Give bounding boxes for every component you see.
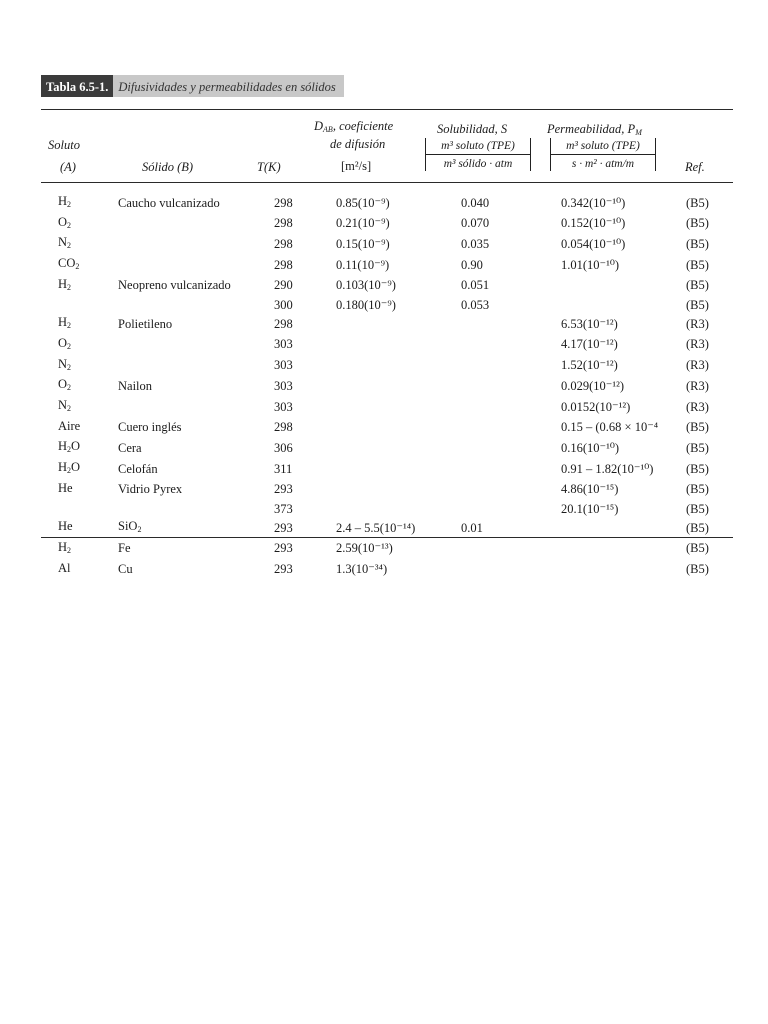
cell-soluto: $O_2$ bbox=[58, 377, 72, 393]
cell-solubility bbox=[461, 501, 561, 519]
cell-permeability: 6.53(10⁻¹²) bbox=[561, 316, 618, 331]
cell-solido: Fe bbox=[118, 541, 131, 556]
cell-diffusivity bbox=[336, 335, 461, 356]
table-row bbox=[41, 234, 733, 255]
cell-solido: Caucho vulcanizado bbox=[118, 195, 220, 210]
cell-solubility: 0.040 bbox=[461, 195, 490, 210]
table-row bbox=[41, 276, 733, 297]
cell-diffusivity bbox=[336, 438, 461, 459]
table-row bbox=[41, 376, 733, 397]
cell-solido bbox=[118, 501, 274, 519]
table-title: Difusividades y permeabilidades en sólidos bbox=[113, 75, 343, 97]
table-row bbox=[41, 255, 733, 276]
cell-solubility bbox=[461, 459, 561, 480]
table-row bbox=[41, 297, 733, 315]
table-row bbox=[41, 397, 733, 418]
table-row bbox=[41, 539, 733, 560]
cell-solido bbox=[118, 214, 274, 235]
cell-permeability bbox=[561, 539, 686, 560]
cell-diffusivity: 0.15(10⁻⁹) bbox=[336, 236, 390, 251]
cell-diffusivity bbox=[336, 418, 461, 439]
cell-permeability: 4.17(10⁻¹²) bbox=[561, 337, 618, 352]
cell-ref: (R3) bbox=[686, 399, 709, 414]
cell-soluto: $H_2O$ bbox=[58, 439, 81, 455]
table-row bbox=[41, 518, 733, 539]
cell-temperature: 300 bbox=[274, 297, 293, 312]
cell-temperature: 306 bbox=[274, 440, 293, 455]
cell-diffusivity bbox=[336, 397, 461, 418]
cell-ref: (B5) bbox=[686, 297, 709, 312]
cell-diffusivity bbox=[336, 480, 461, 501]
table-row bbox=[41, 335, 733, 356]
cell-solubility: 0.051 bbox=[461, 278, 490, 293]
cell-permeability bbox=[561, 276, 686, 297]
table-row bbox=[41, 214, 733, 235]
cell-ref: (B5) bbox=[686, 461, 709, 476]
cell-ref: (B5) bbox=[686, 278, 709, 293]
cell-temperature: 298 bbox=[274, 316, 293, 331]
cell-ref: (B5) bbox=[686, 541, 709, 556]
data-table bbox=[41, 193, 733, 580]
cell-ref: (B5) bbox=[686, 501, 709, 516]
cell-solido bbox=[118, 397, 274, 418]
cell-diffusivity bbox=[336, 376, 461, 397]
cell-soluto: $H_2$ bbox=[58, 276, 72, 292]
cell-solubility bbox=[461, 356, 561, 377]
cell-ref: (R3) bbox=[686, 378, 709, 393]
cell-temperature: 303 bbox=[274, 378, 293, 393]
header-soluto: Soluto bbox=[48, 138, 80, 152]
cell-solido: Cu bbox=[118, 562, 133, 577]
cell-soluto: $H_2$ bbox=[58, 194, 72, 209]
cell-solubility: 0.070 bbox=[461, 216, 490, 231]
header-temperature: T(K) bbox=[257, 160, 281, 174]
table-row bbox=[41, 560, 733, 581]
header-diffusivity: $D_{AB}$, coeficiente bbox=[314, 119, 394, 134]
cell-temperature: 293 bbox=[274, 541, 293, 556]
cell-solubility: 0.90 bbox=[461, 257, 483, 272]
cell-ref: (R3) bbox=[686, 337, 709, 352]
header-permeability: Permeabilidad, $P_M$ bbox=[547, 122, 642, 137]
cell-soluto: $H_2$ bbox=[58, 315, 72, 331]
header-ref: Ref. bbox=[685, 160, 705, 174]
cell-soluto: $H_2$ bbox=[58, 539, 72, 555]
cell-soluto bbox=[41, 297, 118, 315]
cell-soluto: $N_2$ bbox=[58, 356, 72, 372]
cell-soluto: $O_2$ bbox=[58, 335, 72, 351]
top-rule bbox=[41, 109, 733, 110]
cell-temperature: 298 bbox=[274, 236, 293, 251]
cell-solubility bbox=[461, 376, 561, 397]
table-number: Tabla 6.5-1. bbox=[41, 75, 113, 97]
cell-permeability: 0.054(10⁻¹⁰) bbox=[561, 236, 626, 251]
cell-temperature: 293 bbox=[274, 482, 293, 497]
header-diffusivity-line2: de difusión bbox=[330, 137, 386, 151]
table-row bbox=[41, 314, 733, 335]
cell-solubility bbox=[461, 560, 561, 581]
cell-solido: Vidrio Pyrex bbox=[118, 482, 183, 497]
table-caption bbox=[41, 75, 344, 97]
cell-diffusivity bbox=[336, 501, 461, 519]
cell-diffusivity: 2.59(10⁻¹³) bbox=[336, 541, 393, 556]
cell-soluto bbox=[41, 501, 118, 519]
cell-solido: Polietileno bbox=[118, 316, 173, 331]
table-row bbox=[41, 438, 733, 459]
cell-soluto: He bbox=[58, 519, 73, 534]
cell-soluto: $CO_2$ bbox=[58, 256, 80, 272]
cell-temperature: 298 bbox=[274, 216, 293, 231]
cell-permeability: 0.342(10⁻¹⁰) bbox=[561, 195, 626, 210]
cell-diffusivity: 0.180(10⁻⁹) bbox=[336, 297, 396, 312]
cell-permeability: 1.01(10⁻¹⁰) bbox=[561, 257, 620, 272]
cell-temperature: 311 bbox=[274, 461, 293, 476]
cell-temperature: 290 bbox=[274, 278, 293, 293]
cell-permeability bbox=[561, 518, 686, 539]
cell-temperature: 303 bbox=[274, 337, 293, 352]
cell-diffusivity: 2.4 – 5.5(10⁻¹⁴) bbox=[336, 520, 416, 535]
cell-ref: (B5) bbox=[686, 257, 709, 272]
cell-ref: (R3) bbox=[686, 358, 709, 373]
cell-ref: (B5) bbox=[686, 562, 709, 577]
header-soluto-sub: (A) bbox=[60, 160, 76, 174]
cell-solido bbox=[118, 356, 274, 377]
header-diffusivity-units: [m²/s] bbox=[341, 159, 372, 173]
cell-diffusivity: 0.85(10⁻⁹) bbox=[336, 195, 390, 210]
cell-permeability: 0.16(10⁻¹⁰) bbox=[561, 440, 620, 455]
cell-solubility bbox=[461, 314, 561, 335]
table-row bbox=[41, 356, 733, 377]
cell-soluto: $N_2$ bbox=[58, 398, 72, 414]
table-row bbox=[41, 501, 733, 519]
cell-diffusivity: 1.3(10⁻³⁴) bbox=[336, 562, 388, 577]
cell-temperature: 303 bbox=[274, 399, 293, 414]
cell-solido: Neopreno vulcanizado bbox=[118, 278, 231, 293]
cell-diffusivity: 0.103(10⁻⁹) bbox=[336, 278, 396, 293]
header-solubility: Solubilidad, S bbox=[437, 122, 508, 136]
table-row bbox=[41, 418, 733, 439]
cell-ref: (B5) bbox=[686, 482, 709, 497]
table-row bbox=[41, 480, 733, 501]
table-row bbox=[41, 193, 733, 214]
cell-soluto: Al bbox=[58, 560, 71, 575]
cell-soluto: $O_2$ bbox=[58, 214, 72, 230]
cell-permeability: 1.52(10⁻¹²) bbox=[561, 358, 618, 373]
cell-ref: (B5) bbox=[686, 420, 709, 435]
cell-solido: Nailon bbox=[118, 378, 153, 393]
cell-soluto: He bbox=[58, 480, 73, 495]
cell-temperature: 298 bbox=[274, 420, 293, 435]
cell-ref: (B5) bbox=[686, 216, 709, 231]
cell-solubility bbox=[461, 438, 561, 459]
cell-solido bbox=[118, 234, 274, 255]
cell-diffusivity bbox=[336, 314, 461, 335]
cell-solido: Cuero inglés bbox=[118, 420, 182, 435]
cell-temperature: 298 bbox=[274, 195, 293, 210]
cell-permeability bbox=[561, 297, 686, 315]
cell-ref: (B5) bbox=[686, 520, 709, 535]
cell-permeability: 0.15 – (0.68 × 10⁻⁴ bbox=[561, 420, 659, 435]
cell-solubility bbox=[461, 397, 561, 418]
cell-permeability: 20.1(10⁻¹⁵) bbox=[561, 501, 619, 516]
cell-permeability: 0.0152(10⁻¹²) bbox=[561, 399, 631, 414]
cell-solido: SiO$_2$ bbox=[118, 519, 142, 535]
cell-diffusivity: 0.21(10⁻⁹) bbox=[336, 216, 390, 231]
header-solido: Sólido (B) bbox=[142, 160, 194, 174]
cell-temperature: 293 bbox=[274, 562, 293, 577]
cell-temperature: 303 bbox=[274, 358, 293, 373]
cell-solubility bbox=[461, 418, 561, 439]
cell-diffusivity bbox=[336, 356, 461, 377]
cell-permeability: 0.152(10⁻¹⁰) bbox=[561, 216, 626, 231]
header-permeability-units: m³ soluto (TPE) s · m² · atm/m bbox=[550, 138, 656, 171]
cell-solubility: 0.035 bbox=[461, 236, 490, 251]
cell-temperature: 373 bbox=[274, 501, 293, 516]
bottom-rule bbox=[41, 537, 733, 538]
cell-soluto: $N_2$ bbox=[58, 235, 72, 251]
cell-solubility bbox=[461, 480, 561, 501]
cell-solido bbox=[118, 335, 274, 356]
cell-solubility: 0.053 bbox=[461, 297, 490, 312]
cell-solido bbox=[118, 297, 274, 315]
cell-permeability bbox=[561, 560, 686, 581]
cell-temperature: 298 bbox=[274, 257, 293, 272]
cell-solubility bbox=[461, 335, 561, 356]
cell-solido: Celofán bbox=[118, 461, 158, 476]
cell-solido: Cera bbox=[118, 440, 142, 455]
cell-solubility bbox=[461, 539, 561, 560]
cell-solubility: 0.01 bbox=[461, 520, 483, 535]
cell-ref: (R3) bbox=[686, 316, 709, 331]
cell-soluto: Aire bbox=[58, 418, 81, 433]
cell-permeability: 0.029(10⁻¹²) bbox=[561, 378, 625, 393]
cell-diffusivity bbox=[336, 459, 461, 480]
table-row bbox=[41, 459, 733, 480]
cell-soluto: $H_2O$ bbox=[58, 460, 81, 476]
cell-ref: (B5) bbox=[686, 195, 709, 210]
header-solubility-units: m³ soluto (TPE) m³ sólido · atm bbox=[425, 138, 531, 171]
cell-ref: (B5) bbox=[686, 236, 709, 251]
cell-permeability: 4.86(10⁻¹⁵) bbox=[561, 482, 619, 497]
cell-diffusivity: 0.11(10⁻⁹) bbox=[336, 257, 390, 272]
header-rule bbox=[41, 182, 733, 183]
cell-temperature: 293 bbox=[274, 520, 293, 535]
cell-solido bbox=[118, 255, 274, 276]
cell-permeability: 0.91 – 1.82(10⁻¹⁰) bbox=[561, 461, 654, 476]
cell-ref: (B5) bbox=[686, 440, 709, 455]
